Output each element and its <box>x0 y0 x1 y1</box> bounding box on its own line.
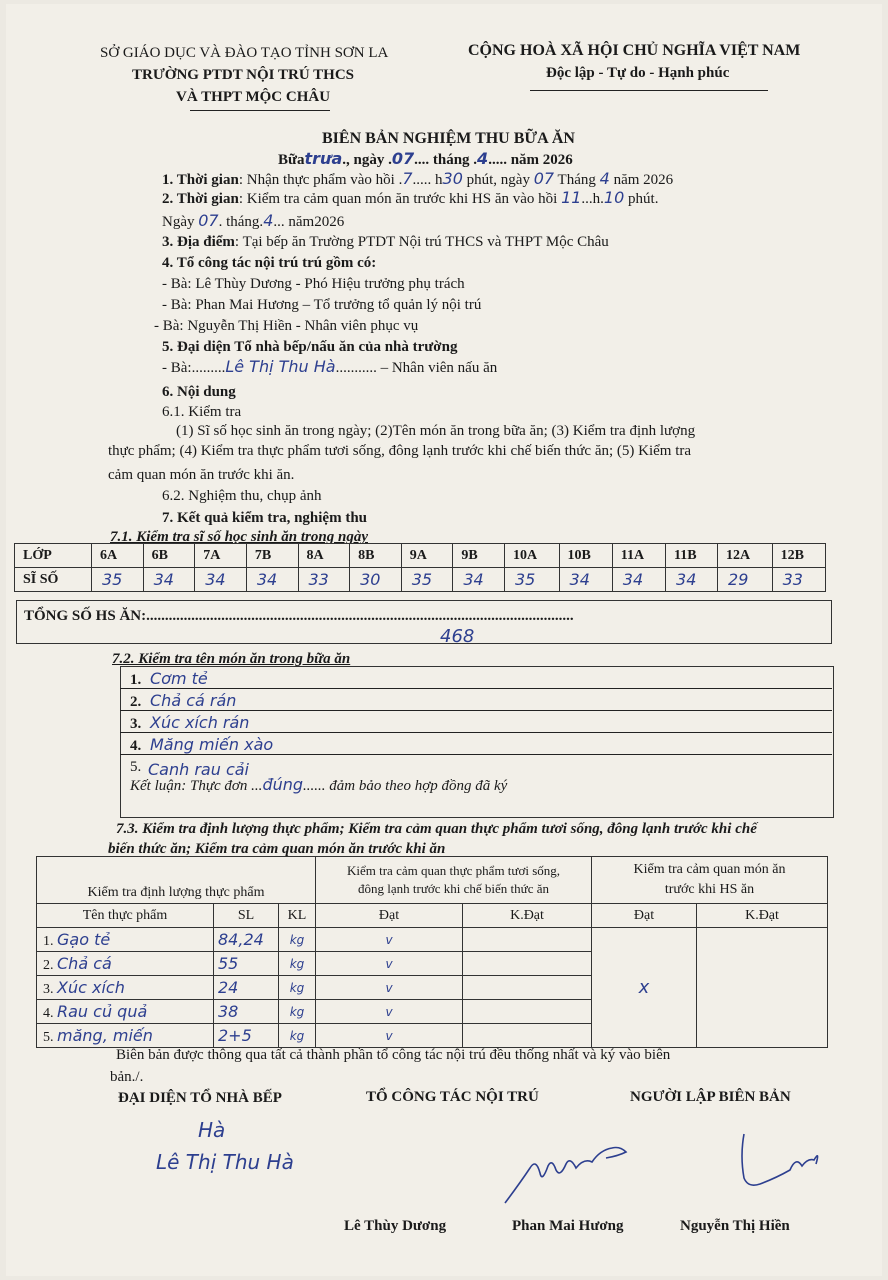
food-row <box>37 928 828 952</box>
fresh-pass-cell: v <box>316 976 463 1000</box>
col-unit: KL <box>279 904 316 928</box>
fresh-fail-cell <box>463 928 592 952</box>
preparer-signature <box>730 1126 830 1196</box>
closing-line-1: Biên bản được thông qua tất cả thành phần tổ công tác nội trú đều thống nhất và ký vào biên <box>116 1047 671 1063</box>
dish-rule <box>120 754 832 755</box>
dish-number: 2. <box>130 694 142 710</box>
food-name-cell: 1. Gạo tẻ <box>37 928 214 952</box>
dish-name: Canh rau cải <box>148 760 249 779</box>
count-cell: 35 <box>505 568 560 592</box>
dish-number: 5. <box>130 759 142 775</box>
check-list-line-3: cảm quan món ăn trước khi ăn. <box>108 467 295 483</box>
item-1: 1. Thời gian: Nhận thực phẩm vào hồi .7..... h30 phút, ngày 07 Tháng 4 năm 2026 <box>162 169 674 188</box>
school-name-1: TRƯỜNG PTDT NỘI TRÚ THCS <box>132 67 354 83</box>
dish-name: Xúc xích rán <box>150 713 250 732</box>
meal-pass-cell: x <box>592 928 697 1048</box>
nation-motto: Độc lập - Tự do - Hạnh phúc <box>546 65 730 81</box>
dish-name: Măng miến xào <box>150 735 274 754</box>
food-qty-cell: 2+5 <box>214 1024 279 1048</box>
fresh-fail-cell <box>463 1000 592 1024</box>
class-cell: 6A <box>92 544 144 568</box>
count-cell: 34 <box>559 568 612 592</box>
food-name-cell: 4. Rau củ quả <box>37 1000 214 1024</box>
member-1: - Bà: Lê Thùy Dương - Phó Hiệu trưởng phụ trách <box>162 276 465 292</box>
total-label: TỔNG SỐ HS ĂN:.................................................................................................................. <box>24 608 574 624</box>
item-5: 5. Đại diện Tổ nhà bếp/nấu ăn của nhà trường <box>162 339 458 355</box>
total-value: 468 <box>440 626 475 647</box>
class-cell: 8A <box>298 544 350 568</box>
food-qty-cell: 38 <box>214 1000 279 1024</box>
member-2: - Bà: Phan Mai Hương – Tổ trưởng tổ quản lý nội trú <box>162 297 482 313</box>
food-unit-cell: kg <box>279 1000 316 1024</box>
fresh-pass-cell: v <box>316 928 463 952</box>
nation-title: CỘNG HOÀ XÃ HỘI CHỦ NGHĨA VIỆT NAM <box>468 42 801 59</box>
class-cell: 10B <box>559 544 612 568</box>
class-cell: 8B <box>350 544 402 568</box>
food-qty-cell: 84,24 <box>214 928 279 952</box>
dish-rule <box>120 688 832 689</box>
count-cell: 34 <box>246 568 298 592</box>
dish-rule <box>120 732 832 733</box>
count-cell: 33 <box>298 568 350 592</box>
fresh-food-header: Kiểm tra cảm quan thực phẩm tươi sống, đông lạnh trước khi chế biến thức ăn <box>316 857 592 904</box>
count-cell: 34 <box>143 568 195 592</box>
item-2-date: Ngày 07. tháng.4... năm2026 <box>162 211 345 230</box>
inspection-subheader-row <box>37 904 828 928</box>
item-7: 7. Kết quả kiểm tra, nghiệm thu <box>162 510 368 526</box>
item-6: 6. Nội dung <box>162 384 236 400</box>
dish-name: Cơm tẻ <box>150 669 208 688</box>
check-list-line-1: (1) Sĩ số học sinh ăn trong ngày; (2)Tên món ăn trong bữa ăn; (3) Kiểm tra định lượng <box>176 423 696 439</box>
section-7-2-heading: 7.2. Kiểm tra tên món ăn trong bữa ăn <box>112 651 351 667</box>
section-7-3-heading-1: 7.3. Kiểm tra định lượng thực phẩm; Kiểm tra cảm quan thực phẩm tươi sống, đông lạnh trước khi chế <box>116 821 757 837</box>
inspection-header-row <box>37 857 828 904</box>
item-6-1: 6.1. Kiểm tra <box>162 404 242 420</box>
meal-check-header: Kiểm tra cảm quan món ăn trước khi HS ăn <box>592 857 828 904</box>
food-unit-cell: kg <box>279 1024 316 1048</box>
col-fresh-pass: Đạt <box>316 904 463 928</box>
signer-name-2: Phan Mai Hương <box>512 1218 624 1234</box>
meal-fail-cell <box>697 928 828 1048</box>
food-qty-cell: 55 <box>214 952 279 976</box>
header-rule-left <box>190 110 330 111</box>
menu-conclusion: Kết luận: Thực đơn ...đúng...... đảm bảo theo hợp đồng đã ký <box>130 775 508 794</box>
kitchen-signature-short: Hà <box>198 1118 226 1142</box>
attendance-table <box>14 543 826 592</box>
class-row <box>15 544 826 568</box>
col-meal-fail: K.Đạt <box>697 904 828 928</box>
item-4: 4. Tổ công tác nội trú trú gồm có: <box>162 255 377 271</box>
col-quantity: SL <box>214 904 279 928</box>
count-cell: 34 <box>453 568 505 592</box>
count-cell: 35 <box>401 568 453 592</box>
kitchen-signature-full: Lê Thị Thu Hà <box>156 1150 294 1174</box>
dept-name: SỞ GIÁO DỤC VÀ ĐÀO TẠO TỈNH SƠN LA <box>100 45 389 61</box>
signature-title-preparer: NGƯỜI LẬP BIÊN BẢN <box>630 1089 791 1105</box>
dish-number: 3. <box>130 716 142 732</box>
closing-line-2: bản./. <box>110 1069 144 1085</box>
section-7-1-heading: 7.1. Kiểm tra sĩ số học sinh ăn trong ngày <box>110 529 368 545</box>
food-unit-cell: kg <box>279 952 316 976</box>
kitchen-rep: - Bà:.........Lê Thị Thu Hà........... – Nhân viên nấu ăn <box>162 357 498 376</box>
signer-name-3: Nguyễn Thị Hiền <box>680 1218 790 1234</box>
class-cell: 11A <box>612 544 665 568</box>
count-cell: 29 <box>718 568 773 592</box>
count-cell: 34 <box>666 568 718 592</box>
signature-title-team: TỔ CÔNG TÁC NỘI TRÚ <box>366 1089 539 1105</box>
food-unit-cell: kg <box>279 928 316 952</box>
count-row-label: SĨ SỐ <box>15 568 92 592</box>
dish-name: Chả cá rán <box>150 691 237 710</box>
food-name-cell: 5. măng, miến <box>37 1024 214 1048</box>
signature-title-kitchen: ĐẠI DIỆN TỔ NHÀ BẾP <box>118 1090 282 1106</box>
header-rule-right <box>530 90 768 91</box>
team-signature <box>500 1128 640 1208</box>
class-cell: 9B <box>453 544 505 568</box>
class-cell: 10A <box>505 544 560 568</box>
count-cell: 35 <box>92 568 144 592</box>
count-row <box>15 568 826 592</box>
item-3: 3. Địa điểm: Tại bếp ăn Trường PTDT Nội trú THCS và THPT Mộc Châu <box>162 234 609 250</box>
class-cell: 12B <box>772 544 825 568</box>
col-fresh-fail: K.Đạt <box>463 904 592 928</box>
dish-number: 4. <box>130 738 142 754</box>
food-qty-cell: 24 <box>214 976 279 1000</box>
class-row-label: LỚP <box>15 544 92 568</box>
fresh-pass-cell: v <box>316 1024 463 1048</box>
document-title: BIÊN BẢN NGHIỆM THU BỮA ĂN <box>322 130 575 147</box>
school-name-2: VÀ THPT MỘC CHÂU <box>176 89 331 105</box>
signer-name-1: Lê Thùy Dương <box>344 1218 447 1234</box>
col-meal-pass: Đạt <box>592 904 697 928</box>
class-cell: 7A <box>195 544 247 568</box>
inspection-table <box>36 856 828 1048</box>
quantity-header: Kiểm tra định lượng thực phẩm <box>37 857 316 904</box>
count-cell: 33 <box>772 568 825 592</box>
dish-rule <box>120 710 832 711</box>
item-6-2: 6.2. Nghiệm thu, chụp ảnh <box>162 488 322 504</box>
fresh-pass-cell: v <box>316 1000 463 1024</box>
col-food-name: Tên thực phẩm <box>37 904 214 928</box>
fresh-pass-cell: v <box>316 952 463 976</box>
class-cell: 6B <box>143 544 195 568</box>
class-cell: 11B <box>666 544 718 568</box>
dish-number: 1. <box>130 672 142 688</box>
fresh-fail-cell <box>463 952 592 976</box>
meal-date-line: Bữatrưa., ngày .07.... tháng .4..... năm 2026 <box>278 149 573 168</box>
item-2: 2. Thời gian: Kiểm tra cảm quan món ăn trước khi HS ăn vào hồi 11...h.10 phút. <box>162 188 659 207</box>
food-name-cell: 2. Chả cá <box>37 952 214 976</box>
fresh-fail-cell <box>463 1024 592 1048</box>
class-cell: 7B <box>246 544 298 568</box>
count-cell: 34 <box>612 568 665 592</box>
class-cell: 9A <box>401 544 453 568</box>
count-cell: 30 <box>350 568 402 592</box>
count-cell: 34 <box>195 568 247 592</box>
check-list-line-2: thực phẩm; (4) Kiểm tra thực phẩm tươi sống, đông lạnh trước khi chế biến thức ăn; (5) Kiểm tra <box>108 443 692 459</box>
food-unit-cell: kg <box>279 976 316 1000</box>
food-name-cell: 3. Xúc xích <box>37 976 214 1000</box>
fresh-fail-cell <box>463 976 592 1000</box>
class-cell: 12A <box>718 544 773 568</box>
section-7-3-heading-2: biến thức ăn; Kiểm tra cảm quan món ăn trước khi ăn <box>108 841 446 857</box>
member-3: - Bà: Nguyễn Thị Hiền - Nhân viên phục vụ <box>154 318 419 334</box>
